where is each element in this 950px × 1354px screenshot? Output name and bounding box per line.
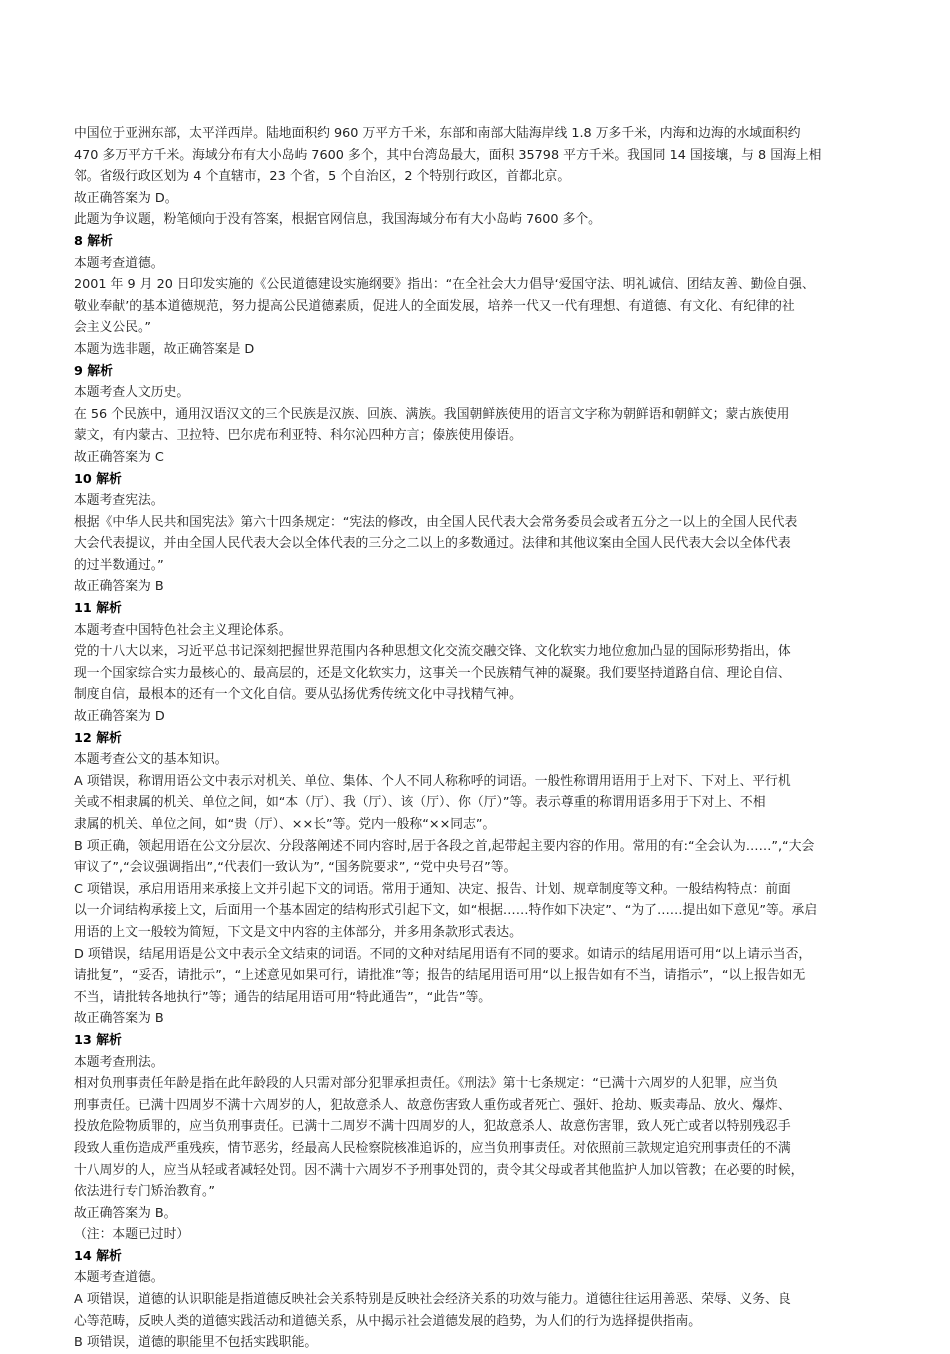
text-line: D 项错误，结尾用语是公文中表示全文结束的词语。不同的文种对结尾用语有不同的要求。如请示的结尾用语可用“以上请示当否， xyxy=(74,946,812,962)
text-line: 刑事责任。已满十四周岁不满十六周岁的人，犯故意杀人、故意伤害致人重伤或者死亡、强奸、抢劫、贩卖毒品、放火、爆炸、 xyxy=(74,1097,791,1113)
paragraph xyxy=(74,706,882,728)
paragraph xyxy=(74,749,882,771)
paragraph xyxy=(74,1008,882,1030)
paragraph xyxy=(74,771,882,836)
paragraph xyxy=(74,339,882,361)
text-line: 本题考查人文历史。 xyxy=(74,385,190,401)
paragraph xyxy=(74,1267,882,1289)
text-line: 故正确答案为 B xyxy=(74,579,164,595)
text-line: 470 多万平方千米。海域分布有大小岛屿 7600 多个，其中台湾岛最大，面积 35798 平方千米。我国同 14 国接壤，与 8 国海上相 xyxy=(74,147,822,163)
text-line: 本题考查宪法。 xyxy=(74,493,164,509)
text-line: 此题为争议题，粉笔倾向于没有答案，根据官网信息，我国海域分布有大小岛屿 7600 多个。 xyxy=(74,212,601,228)
text-line: 审议了”,“会议强调指出”,“代表们一致认为”, “国务院要求”, “党中央号召”等。 xyxy=(74,860,517,876)
paragraph xyxy=(74,253,882,275)
text-line: 本题考查中国特色社会主义理论体系。 xyxy=(74,622,292,638)
text-line: 的过半数通过。” xyxy=(74,557,164,573)
paragraph xyxy=(74,1224,882,1246)
text-line: 不当，请批转各地执行”等；通告的结尾用语可用“特此通告”，“此告”等。 xyxy=(74,989,492,1005)
paragraph xyxy=(74,836,882,879)
section-heading xyxy=(74,469,882,491)
text-line: 故正确答案为 D xyxy=(74,709,165,725)
text-line: 本题考查刑法。 xyxy=(74,1054,164,1070)
text-line: 大会代表提议，并由全国人民代表大会以全体代表的三分之二以上的多数通过。法律和其他议案由全国人民代表大会以全体代表 xyxy=(74,536,791,552)
text-line: B 项正确，领起用语在公文分层次、分段落阐述不同内容时,居于各段之首,起带起主要内容的作用。常用的有:“全会认为……”,“大会 xyxy=(74,838,815,854)
text-line: 本题为选非题，故正确答案是 D xyxy=(74,341,255,357)
text-line: 中国位于亚洲东部，太平洋西岸。陆地面积约 960 万平方千米，东部和南部大陆海岸线 1.8 万多千米，内海和边海的水域面积约 xyxy=(74,126,801,141)
text-line: 9 解析 xyxy=(74,363,113,379)
paragraph xyxy=(74,447,882,469)
paragraph xyxy=(74,1289,882,1332)
section-heading xyxy=(74,231,882,253)
paragraph xyxy=(74,944,882,1009)
paragraph xyxy=(74,1332,882,1354)
paragraph xyxy=(74,620,882,642)
text-line: 党的十八大以来，习近平总书记深刻把握世界范围内各种思想文化交流交融交锋、文化软实力地位愈加凸显的国际形势指出，体 xyxy=(74,644,791,660)
text-line: 制度自信，最根本的还有一个文化自信。要从弘扬优秀传统文化中寻找精气神。 xyxy=(74,687,522,703)
section-heading xyxy=(74,1246,882,1268)
text-line: 隶属的机关、单位之间，如“贵（厅）、××长”等。党内一般称“××同志”。 xyxy=(74,817,496,832)
paragraph xyxy=(74,641,882,706)
text-line: 在 56 个民族中，通用汉语汉文的三个民族是汉族、回族、满族。我国朝鲜族使用的语言文字称为朝鲜语和朝鲜文；蒙古族使用 xyxy=(74,406,790,422)
text-line: 故正确答案为 B xyxy=(74,1011,164,1027)
text-line: 关或不相隶属的机关、单位之间，如“本（厅）、我（厅）、该（厅）、你（厅）”等。表示尊重的称谓用语多用于下对上、不相 xyxy=(74,795,766,811)
text-line: 故正确答案为 C xyxy=(74,449,164,465)
paragraph xyxy=(74,576,882,598)
paragraph xyxy=(74,123,882,188)
text-line: 敬业奉献’的基本道德规范，努力提高公民道德素质，促进人的全面发展，培养一代又一代有理想、有道德、有文化、有纪律的社 xyxy=(74,298,795,314)
text-line: 依法进行专门矫治教育。” xyxy=(74,1184,215,1200)
paragraph xyxy=(74,512,882,577)
text-line: 10 解析 xyxy=(74,471,122,487)
text-line: （注：本题已过时） xyxy=(74,1227,190,1243)
text-line: 请批复”，“妥否，请批示”，“上述意见如果可行，请批准”等；报告的结尾用语可用“以上报告如有不当，请指示”，“以上报告如无 xyxy=(74,968,806,984)
document-body xyxy=(74,123,882,1354)
paragraph xyxy=(74,274,882,339)
text-line: 邻。省级行政区划为 4 个直辖市，23 个省，5 个自治区，2 个特别行政区，首都北京。 xyxy=(74,169,571,185)
text-line: 故正确答案为 D。 xyxy=(74,190,178,206)
section-heading xyxy=(74,1030,882,1052)
text-line: 本题考查道德。 xyxy=(74,255,164,271)
section-heading xyxy=(74,598,882,620)
text-line: 会主义公民。” xyxy=(74,320,152,336)
text-line: 12 解析 xyxy=(74,730,122,746)
text-line: 心等范畴，反映人类的道德实践活动和道德关系，从中揭示社会道德发展的趋势，为人们的行为选择提供指南。 xyxy=(74,1313,702,1329)
text-line: 8 解析 xyxy=(74,233,113,249)
text-line: A 项错误，道德的认识职能是指道德反映社会关系特别是反映社会经济关系的功效与能力。道德往往运用善恶、荣辱、义务、良 xyxy=(74,1292,791,1308)
paragraph xyxy=(74,188,882,210)
text-line: 13 解析 xyxy=(74,1032,122,1048)
paragraph xyxy=(74,879,882,944)
text-line: B 项错误，道德的职能里不包括实践职能。 xyxy=(74,1335,318,1351)
section-heading xyxy=(74,728,882,750)
text-line: 相对负刑事责任年龄是指在此年龄段的人只需对部分犯罪承担责任。《刑法》第十七条规定：“已满十六周岁的人犯罪，应当负 xyxy=(74,1076,779,1092)
text-line: 段致人重伤造成严重残疾，情节恶劣，经最高人民检察院核准追诉的，应当负刑事责任。对依照前三款规定追究刑事责任的不满 xyxy=(74,1140,791,1156)
text-line: 14 解析 xyxy=(74,1248,122,1264)
text-line: 蒙文，有内蒙古、卫拉特、巴尔虎布利亚特、科尔沁四种方言；傣族使用傣语。 xyxy=(74,428,522,444)
text-line: 投放危险物质罪的，应当负刑事责任。已满十二周岁不满十四周岁的人，犯故意杀人、故意伤害罪，致人死亡或者以特别残忍手 xyxy=(74,1119,791,1135)
paragraph xyxy=(74,1052,882,1074)
paragraph xyxy=(74,404,882,447)
text-line: 本题考查公文的基本知识。 xyxy=(74,752,228,768)
paragraph xyxy=(74,490,882,512)
text-line: 十八周岁的人，应当从轻或者减轻处罚。因不满十六周岁不予刑事处罚的，责令其父母或者其他监护人加以管教；在必要的时候， xyxy=(74,1162,804,1178)
text-line: 故正确答案为 B。 xyxy=(74,1205,177,1221)
paragraph xyxy=(74,1203,882,1225)
text-line: 11 解析 xyxy=(74,601,122,617)
text-line: 用语的上文一般较为简短，下文是文中内容的主体部分，并多用条款形式表达。 xyxy=(74,924,522,940)
text-line: 2001 年 9 月 20 日印发实施的《公民道德建设实施纲要》指出：“在全社会大力倡导‘爱国守法、明礼诚信、团结友善、勤俭自强、 xyxy=(74,277,815,293)
text-line: C 项错误，承启用语用来承接上文并引起下文的词语。常用于通知、决定、报告、计划、规章制度等文种。一般结构特点：前面 xyxy=(74,881,791,897)
paragraph xyxy=(74,209,882,231)
paragraph xyxy=(74,382,882,404)
text-line: 本题考查道德。 xyxy=(74,1270,164,1286)
paragraph xyxy=(74,1073,882,1203)
text-line: 以一介词结构承接上文，后面用一个基本固定的结构形式引起下文，如“根据……特作如下决定”、“为了……提出如下意见”等。承启 xyxy=(74,903,818,919)
section-heading xyxy=(74,361,882,383)
text-line: A 项错误，称谓用语公文中表示对机关、单位、集体、个人不同人称称呼的词语。一般性称谓用语用于上对下、下对上、平行机 xyxy=(74,773,791,789)
text-line: 现一个国家综合实力最核心的、最高层的，还是文化软实力，这事关一个民族精气神的凝聚。我们要坚持道路自信、理论自信、 xyxy=(74,665,791,681)
text-line: 根据《中华人民共和国宪法》第六十四条规定：“宪法的修改，由全国人民代表大会常务委员会或者五分之一以上的全国人民代表 xyxy=(74,514,798,530)
